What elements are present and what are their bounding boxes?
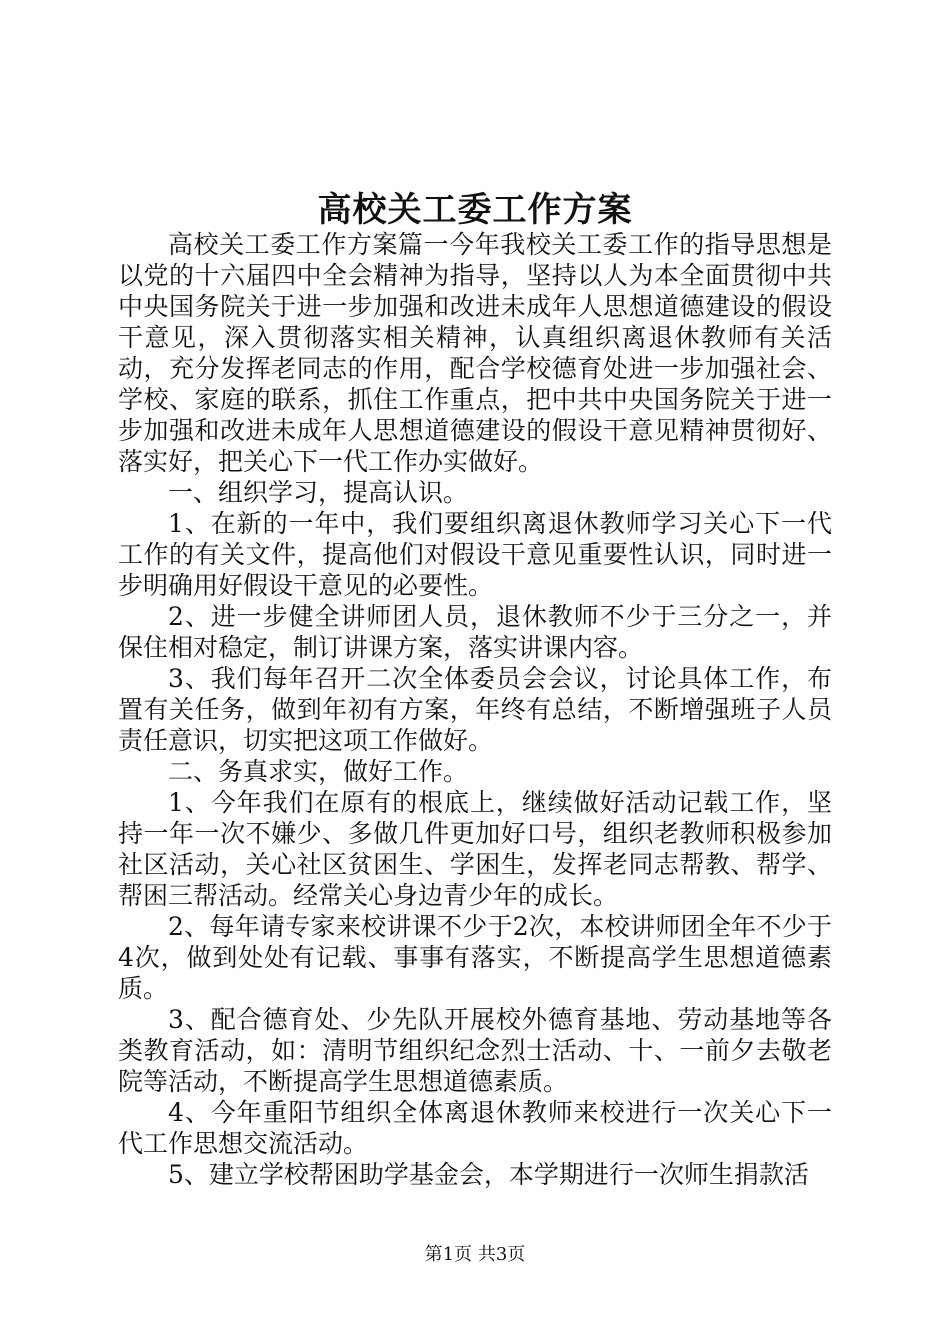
document-body <box>118 229 832 1190</box>
list-item: 1、今年我们在原有的根底上，继续做好活动记载工作，坚持一年一次不嫌少、多做几件更加好口号，组织老教师积极参加社区活动，关心社区贫困生、学困生，发挥老同志帮教、帮学、帮困三帮活动。经常关心身边青少年的成长。 <box>118 788 832 910</box>
page-number-footer: 第1页 共3页 <box>424 1244 526 1265</box>
list-item: 3、配合德育处、少先队开展校外德育基地、劳动基地等各类教育活动，如：清明节组织纪念烈士活动、十、一前夕去敬老院等活动，不断提高学生思想道德素质。 <box>118 1005 832 1096</box>
list-item: 3、我们每年召开二次全体委员会会议，讨论具体工作，布置有关任务，做到年初有方案，年终有总结，不断增强班子人员责任意识，切实把这项工作做好。 <box>118 664 832 755</box>
document-title: 高校关工委工作方案 <box>317 190 633 230</box>
list-item: 5、建立学校帮困助学基金会，本学期进行一次师生捐款活 <box>168 1160 809 1189</box>
list-item: 1、在新的一年中，我们要组织离退休教师学习关心下一代工作的有关文件，提高他们对假设干意见重要性认识，同时进一步明确用好假设干意见的必要性。 <box>118 509 832 600</box>
list-item: 2、进一步健全讲师团人员，退休教师不少于三分之一，并保住相对稳定，制订讲课方案，落实讲课内容。 <box>118 602 832 662</box>
section-heading-2: 二、务真求实，做好工作。 <box>168 757 469 786</box>
list-item: 4、今年重阳节组织全体离退休教师来校进行一次关心下一代工作思想交流活动。 <box>118 1098 832 1158</box>
intro-paragraph: 高校关工委工作方案篇一今年我校关工委工作的指导思想是以党的十六届四中全会精神为指导，坚持以人为本全面贯彻中共中央国务院关于进一步加强和改进未成年人思想道德建设的假设干意见，深入贯彻落实相关精神，认真组织离退休教师有关活动，充分发挥老同志的作用，配合学校德育处进一步加强社会、学校、家庭的联系，抓住工作重点，把中共中央国务院关于进一步加强和改进未成年人思想道德建设的假设干意见精神贯彻好、落实好，把关心下一代工作办实做好。 <box>118 230 832 476</box>
list-item: 2、每年请专家来校讲课不少于2次，本校讲师团全年不少于4次，做到处处有记载、事事有落实，不断提高学生思想道德素质。 <box>118 912 832 1003</box>
section-heading-1: 一、组织学习，提高认识。 <box>168 478 469 507</box>
